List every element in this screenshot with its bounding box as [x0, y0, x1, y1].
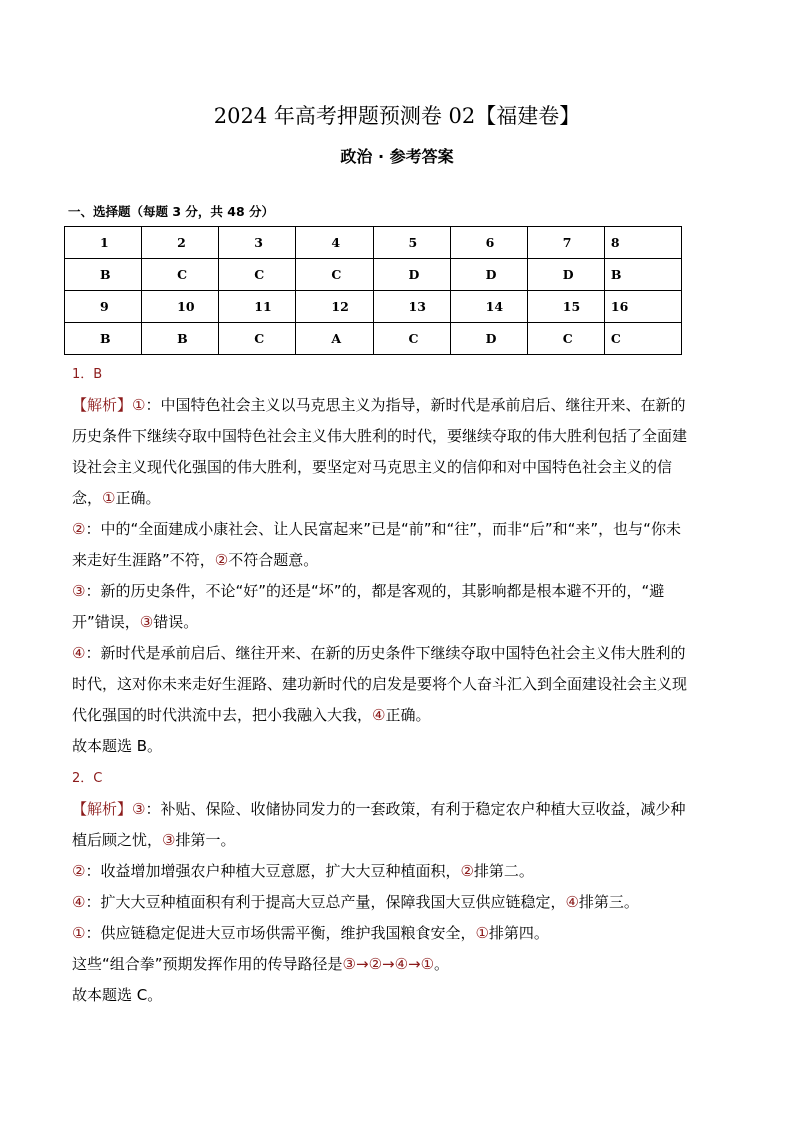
table-row — [65, 227, 682, 259]
q2-para-4: ①：供应链稳定促进大豆市场供需平衡，维护我国粮食安全，①排第四。 — [72, 924, 549, 942]
table-cell: C — [142, 259, 219, 291]
table-cell: 16 — [604, 291, 681, 323]
table-cell: 2 — [142, 227, 219, 259]
table-cell: D — [373, 259, 450, 291]
page-subtitle: 政治 · 参考答案 — [340, 147, 454, 166]
q1-para-2: ②：中的“全面建成小康社会、让人民富起来”已是“前”和“往”，而非“后”和“来”，也与“你未来走好生涯路”不符，②不符合题意。 — [72, 520, 681, 569]
q1-conclusion: 故本题选 B。 — [72, 737, 163, 755]
table-cell: 7 — [527, 227, 604, 259]
table-row — [65, 323, 682, 355]
table-row — [65, 259, 682, 291]
page-title: 2024 年高考押题预测卷 02【福建卷】 — [213, 104, 581, 128]
table-cell: C — [604, 323, 681, 355]
table-cell: 6 — [450, 227, 527, 259]
table-cell: 15 — [527, 291, 604, 323]
q2-para-3: ④：扩大大豆种植面积有利于提高大豆总产量，保障我国大豆供应链稳定，④排第三。 — [72, 893, 639, 911]
q2-para-2: ②：收益增加增强农户种植大豆意愿，扩大大豆种植面积，②排第二。 — [72, 862, 534, 880]
table-cell: C — [219, 259, 296, 291]
table-cell: 10 — [142, 291, 219, 323]
table-cell: D — [450, 323, 527, 355]
q2-conclusion: 故本题选 C。 — [72, 986, 163, 1004]
table-cell: C — [527, 323, 604, 355]
section-heading: 一、选择题（每题 3 分，共 48 分） — [68, 204, 275, 219]
table-cell: 13 — [373, 291, 450, 323]
table-cell: 3 — [219, 227, 296, 259]
table-cell: B — [65, 259, 142, 291]
table-cell: 11 — [219, 291, 296, 323]
table-cell: 5 — [373, 227, 450, 259]
table-cell: 14 — [450, 291, 527, 323]
question-1-answer: 1．B — [72, 367, 103, 382]
explanations — [72, 358, 692, 1011]
table-cell: 12 — [296, 291, 373, 323]
table-cell: C — [219, 323, 296, 355]
q2-para-1: 【解析】③：补贴、保险、收储协同发力的一套政策，有利于稳定农户种植大豆收益，减少种植后顾之忧，③排第一。 — [72, 800, 686, 849]
table-cell: 1 — [65, 227, 142, 259]
table-cell: B — [65, 323, 142, 355]
table-cell: 9 — [65, 291, 142, 323]
table-cell: B — [604, 259, 681, 291]
table-cell: C — [296, 259, 373, 291]
table-cell: D — [450, 259, 527, 291]
answer-table — [64, 226, 682, 355]
table-cell: D — [527, 259, 604, 291]
q1-para-3: ③：新的历史条件，不论“好”的还是“坏”的，都是客观的，其影响都是根本避不开的，“避开”错误，③错误。 — [72, 582, 665, 631]
q1-para-4: ④：新时代是承前启后、继往开来、在新的历史条件下继续夺取中国特色社会主义伟大胜利的时代，这对你未来走好生涯路、建功新时代的启发是要将个人奋斗汇入到全面建设社会主义现代化强国的时代洪流中去，把小我融入大我，④正确。 — [72, 644, 688, 724]
q1-para-1: 【解析】①：中国特色社会主义以马克思主义为指导，新时代是承前启后、继往开来、在新的历史条件下继续夺取中国特色社会主义伟大胜利的时代，要继续夺取的伟大胜利包括了全面建设社会主义现代化强国的伟大胜利，要坚定对马克思主义的信仰和对中国特色社会主义的信念，①正确。 — [72, 396, 688, 507]
table-cell: A — [296, 323, 373, 355]
table-cell: B — [142, 323, 219, 355]
table-row — [65, 291, 682, 323]
table-cell: 8 — [604, 227, 681, 259]
question-2-answer: 2．C — [72, 771, 103, 786]
table-cell: 4 — [296, 227, 373, 259]
q2-path: 这些“组合拳”预期发挥作用的传导路径是③→②→④→①。 — [72, 955, 450, 973]
table-cell: C — [373, 323, 450, 355]
